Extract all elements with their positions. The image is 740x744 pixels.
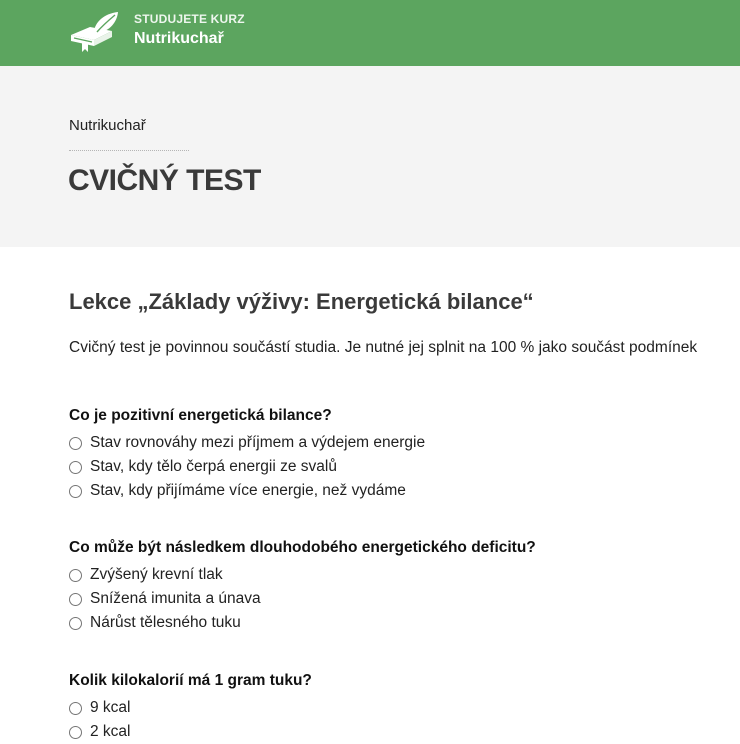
answer-option[interactable] — [69, 431, 425, 455]
question-2 — [69, 539, 536, 635]
answer-option[interactable] — [69, 479, 425, 503]
question-text: Co může být následkem dlouhodobého energetického deficitu? — [69, 539, 536, 556]
top-bar — [0, 0, 740, 66]
answer-label: Nárůst tělesného tuku — [90, 614, 241, 631]
breadcrumb[interactable]: Nutrikuchař — [69, 117, 146, 134]
answer-option[interactable] — [69, 720, 312, 744]
radio-button[interactable] — [69, 485, 82, 498]
answer-label: Stav rovnováhy mezi příjmem a výdejem energie — [90, 434, 426, 451]
question-1 — [69, 407, 425, 503]
answer-label: Zvýšený krevní tlak — [90, 566, 223, 583]
answer-label: 9 kcal — [90, 699, 131, 716]
course-name[interactable]: Nutrikuchař — [134, 30, 224, 47]
page-hero — [0, 66, 740, 247]
radio-button[interactable] — [69, 569, 82, 582]
radio-button[interactable] — [69, 726, 82, 739]
answer-label: Stav, kdy tělo čerpá energii ze svalů — [90, 458, 337, 475]
question-text: Co je pozitivní energetická bilance? — [69, 407, 332, 424]
radio-button[interactable] — [69, 437, 82, 450]
radio-button[interactable] — [69, 617, 82, 630]
lesson-title: Lekce „Základy výživy: Energetická bilance“ — [69, 289, 534, 314]
question-3 — [69, 672, 312, 744]
radio-button[interactable] — [69, 461, 82, 474]
answer-label: Snížená imunita a únava — [90, 590, 261, 607]
course-label: STUDUJETE KURZ — [134, 12, 245, 26]
answer-option[interactable] — [69, 455, 425, 479]
test-intro-text: Cvičný test je povinnou součástí studia. Je nutné jej splnit na 100 % jako součást podmínek — [69, 339, 698, 356]
answer-label: 2 kcal — [90, 723, 131, 740]
page-title: CVIČNÝ TEST — [68, 164, 261, 197]
radio-button[interactable] — [69, 593, 82, 606]
answer-option[interactable] — [69, 696, 312, 720]
breadcrumb-divider — [69, 150, 189, 151]
answer-label: Stav, kdy přijímáme více energie, než vydáme — [90, 482, 406, 499]
radio-button[interactable] — [69, 702, 82, 715]
answer-option[interactable] — [69, 611, 536, 635]
question-text: Kolik kilokalorií má 1 gram tuku? — [69, 672, 312, 689]
answer-option[interactable] — [69, 563, 536, 587]
book-leaf-icon[interactable] — [68, 11, 120, 53]
answer-option[interactable] — [69, 587, 536, 611]
